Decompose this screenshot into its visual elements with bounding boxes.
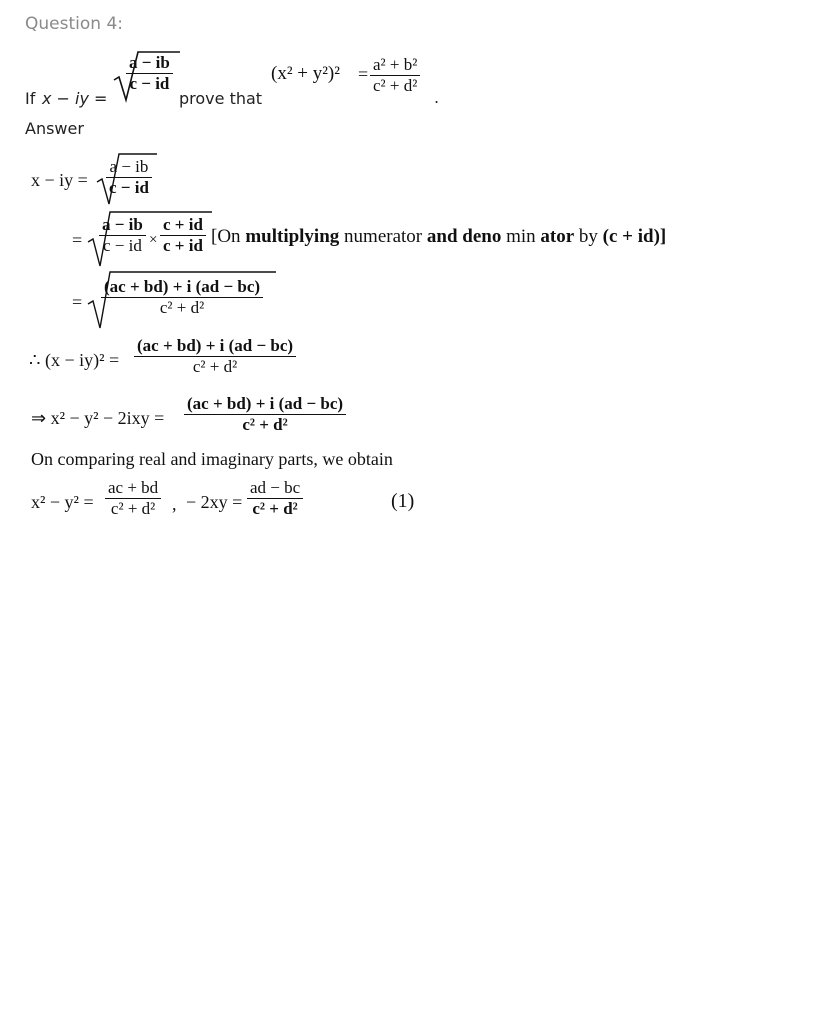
step6-fraction-2	[247, 478, 303, 519]
step1-denominator: c − id	[109, 178, 149, 197]
step1-lhs: x − iy =	[31, 170, 88, 190]
comparing-sentence: On comparing real and imaginary parts, we obtain	[31, 449, 393, 469]
if-label: If	[25, 89, 36, 108]
step3-fraction	[101, 277, 263, 318]
step1-numerator: a − ib	[109, 157, 149, 176]
claim-lhs: (x² + y²)²	[271, 63, 340, 84]
note-ator: ator	[540, 226, 575, 247]
note-min: min	[506, 226, 536, 247]
note-by: by	[578, 226, 598, 247]
step4-denominator: c² + d²	[192, 357, 238, 376]
step5-fraction	[184, 394, 346, 435]
step6-numerator-1: ac + bd	[108, 478, 159, 497]
note-multiplying: multiplying	[245, 226, 340, 247]
claim-equals: =	[358, 64, 369, 84]
step2-denominator-1: c − id	[103, 236, 142, 255]
answer-label: Answer	[25, 119, 84, 138]
step3-equals: =	[72, 292, 83, 312]
question-lhs: x − iy =	[42, 89, 108, 108]
step2-equals: =	[72, 230, 83, 250]
radicand-numerator: a − ib	[129, 53, 170, 72]
note-factor: (c + id)]	[602, 226, 667, 247]
claim-denominator: c² + d²	[373, 76, 418, 95]
step6-comma: ,	[172, 494, 177, 514]
note-numerator: numerator	[344, 226, 423, 247]
step2-fraction-1	[99, 215, 146, 256]
question-heading: Question 4:	[25, 14, 123, 34]
step3-denominator: c² + d²	[159, 298, 205, 317]
step1-fraction	[106, 157, 152, 198]
question-period: .	[434, 88, 440, 107]
question-radicand	[126, 53, 173, 94]
step4-numerator: (ac + bd) + i (ad − bc)	[137, 336, 294, 355]
note-and-deno: and deno	[426, 226, 502, 247]
step2-fraction-2	[160, 215, 206, 256]
prove-label: prove that	[179, 89, 263, 108]
times-sign: ×	[149, 232, 158, 248]
step5-denominator: c² + d²	[242, 415, 288, 434]
step5-numerator: (ac + bd) + i (ad − bc)	[187, 394, 344, 413]
step6-denominator-1: c² + d²	[110, 499, 156, 518]
step2-note	[211, 226, 666, 248]
step4-fraction	[134, 336, 296, 377]
step6-denominator-2: c² + d²	[252, 499, 298, 518]
note-prefix: [On	[211, 226, 241, 247]
claim-numerator: a² + b²	[373, 55, 418, 74]
claim-fraction	[370, 55, 420, 96]
step2-denominator-2: c + id	[163, 236, 203, 255]
step6-lhs-2: − 2xy =	[186, 492, 243, 512]
step6-numerator-2: ad − bc	[250, 478, 301, 497]
radicand-denominator: c − id	[129, 74, 170, 93]
step3-numerator: (ac + bd) + i (ad − bc)	[104, 277, 261, 296]
step2-numerator-2: c + id	[163, 215, 203, 234]
step6-lhs-1: x² − y² =	[31, 492, 94, 512]
step4-lhs: ∴ (x − iy)² =	[29, 350, 120, 370]
equation-number: (1)	[391, 490, 415, 512]
step6-fraction-1	[105, 478, 161, 519]
step2-numerator-1: a − ib	[102, 215, 143, 234]
step5-lhs: ⇒ x² − y² − 2ixy =	[31, 408, 165, 428]
